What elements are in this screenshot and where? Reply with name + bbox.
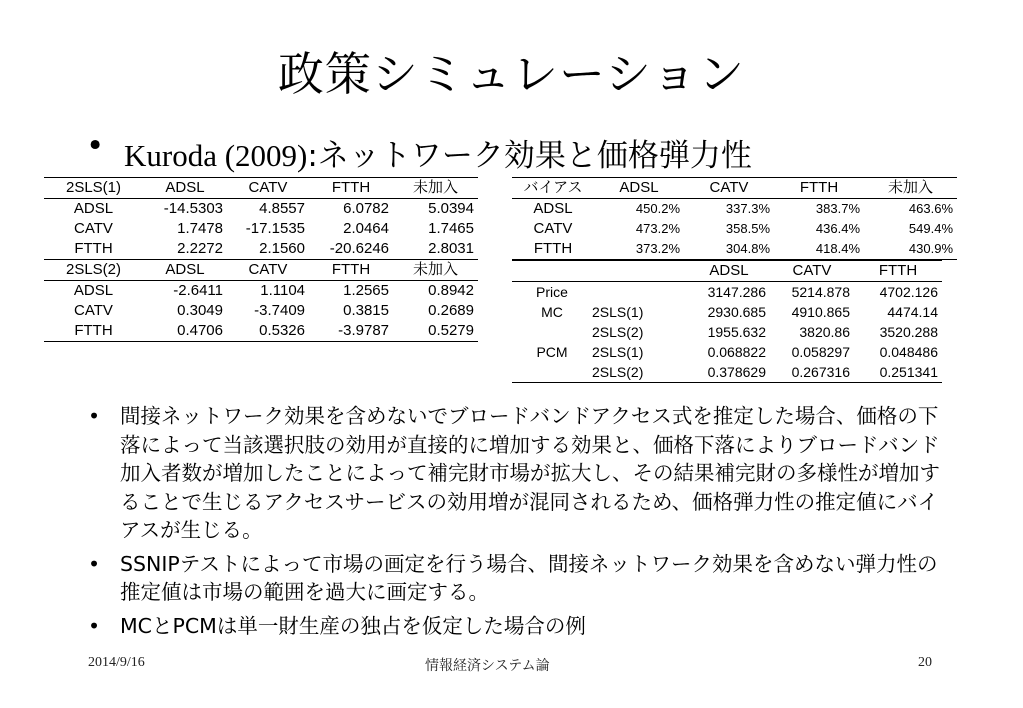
row-label: CATV [74, 220, 113, 237]
table-cell: 383.7% [815, 201, 860, 216]
header-cell: CATV [227, 260, 309, 281]
slide-subtitle [88, 130, 752, 175]
table-cell: 0.267316 [770, 362, 854, 383]
row-label: PCM [536, 344, 568, 360]
list-item [88, 402, 948, 545]
table-cell: 436.4% [815, 221, 860, 236]
table-cell: -20.6246 [329, 240, 389, 257]
bullet-text: SSNIPテストによって市場の画定を行う場合、間接ネットワーク効果を含めない弾力性の推定値は市場の範囲を過大に画定する。 [120, 551, 938, 604]
row-label: ADSL [73, 282, 114, 299]
table-cell: -2.6411 [173, 282, 223, 299]
table-cell: 0.5326 [227, 321, 309, 342]
table-row [44, 281, 478, 302]
header-cell: ADSL [688, 261, 770, 282]
table-cell: 0.2689 [428, 302, 474, 319]
table-cell: -3.9787 [309, 321, 393, 342]
row-label [512, 322, 592, 342]
page-number: 20 [918, 655, 932, 670]
table-row [512, 342, 942, 362]
table-cell: 473.2% [635, 221, 680, 236]
table-cell: 0.4706 [143, 321, 227, 342]
table-cell: 1.7465 [428, 220, 474, 237]
table-cell: 2.8031 [428, 240, 474, 257]
row-label: MC [541, 304, 563, 320]
row-label: FTTH [512, 239, 594, 260]
table-cell: 0.068822 [707, 344, 766, 360]
row-label: CATV [74, 302, 113, 319]
table-row [44, 321, 478, 342]
table-cell: 4.8557 [259, 200, 305, 217]
footer-course-title: 情報経済システム論 [425, 658, 550, 674]
subtitle-author: Kuroda (2009) [124, 138, 308, 173]
header-cell: 未加入 [393, 260, 478, 281]
header-cell: 2SLS(1) [44, 178, 143, 199]
table-cell: 358.5% [725, 221, 770, 236]
table-cell: 1.2565 [343, 282, 389, 299]
row-label: FTTH [74, 240, 113, 257]
table-cell: 3820.86 [799, 324, 850, 340]
header-cell: CATV [770, 261, 854, 282]
table-cell: 4702.126 [879, 284, 938, 300]
table-cell: 373.2% [594, 239, 684, 260]
subtitle-bullet: • [86, 128, 105, 164]
footer-date: 2014/9/16 [88, 655, 145, 670]
row-label: Price [536, 284, 568, 300]
elasticity-table [44, 177, 478, 342]
table-cell: 2.1560 [259, 240, 305, 257]
header-cell: ADSL [143, 178, 227, 199]
header-cell [512, 261, 592, 282]
table-cell: 337.3% [725, 201, 770, 216]
table-cell: 4474.14 [887, 304, 938, 320]
price-mc-pcm-table [512, 260, 942, 383]
header-cell [592, 261, 688, 282]
table-cell: 5214.878 [791, 284, 850, 300]
header-cell: CATV [684, 178, 774, 199]
elasticity-header-row-1 [44, 178, 478, 199]
bullet-list [88, 402, 948, 645]
row-sublabel: 2SLS(2) [592, 362, 688, 383]
row-label: CATV [533, 220, 573, 237]
table-row [512, 362, 942, 383]
table-cell: 463.6% [908, 201, 953, 216]
table-cell: 2930.685 [707, 304, 766, 320]
bullet-text: 間接ネットワーク効果を含めないでブロードバンドアクセス式を推定した場合、価格の下落によって当該選択肢の効用が直接的に増加する効果と、価格下落によりブロードバンド加入者数が増加したことによって補完財市場が拡大し、その結果補完財の多様性が増加することで生じるアクセスサービスの効用増が混同されるため、価格弾力性の推定値にバイアスが生じる。 [120, 404, 940, 542]
row-label: ADSL [73, 200, 114, 217]
table-cell: 2.2272 [177, 240, 223, 257]
table-cell: 6.0782 [343, 200, 389, 217]
list-item [88, 612, 948, 641]
table-cell: 3147.286 [707, 284, 766, 300]
table-row [44, 219, 478, 239]
table-cell: 5.0394 [428, 200, 474, 217]
table-cell: 0.3815 [343, 302, 389, 319]
slide-title: 政策シミュレーション [277, 47, 746, 101]
price-header-row [512, 261, 942, 282]
table-cell: 430.9% [864, 239, 957, 260]
row-sublabel: 2SLS(1) [592, 344, 644, 360]
table-row [44, 239, 478, 260]
elasticity-header-row-2 [44, 260, 478, 281]
table-row [512, 302, 942, 322]
header-cell: CATV [227, 178, 309, 199]
table-row [512, 199, 957, 220]
table-cell: 1.1104 [260, 282, 305, 299]
header-cell: 未加入 [864, 178, 957, 199]
row-label [512, 362, 592, 383]
table-row [512, 219, 957, 239]
header-cell: バイアス [512, 178, 594, 199]
table-cell: 549.4% [908, 221, 953, 236]
header-cell: ADSL [143, 260, 227, 281]
bullet-text: MCとPCMは単一財生産の独占を仮定した場合の例 [120, 613, 586, 638]
table-cell: 0.048486 [879, 344, 938, 360]
bias-header-row [512, 178, 957, 199]
table-row [44, 301, 478, 321]
table-cell: 3520.288 [879, 324, 938, 340]
row-sublabel [592, 282, 688, 303]
table-cell: 1.7478 [177, 220, 223, 237]
table-cell: 418.4% [774, 239, 864, 260]
table-cell: 4910.865 [791, 304, 850, 320]
bullet-marker: • [88, 613, 101, 638]
header-cell: FTTH [309, 260, 393, 281]
table-row [44, 199, 478, 220]
bias-table [512, 177, 957, 260]
table-cell: -3.7409 [254, 302, 305, 319]
table-cell: 450.2% [635, 201, 680, 216]
table-row [512, 322, 942, 342]
table-row [512, 282, 942, 303]
table-cell: 0.378629 [688, 362, 770, 383]
row-sublabel: 2SLS(2) [592, 324, 644, 340]
row-sublabel: 2SLS(1) [592, 304, 644, 320]
table-cell: -14.5303 [163, 200, 223, 217]
table-cell: 304.8% [684, 239, 774, 260]
bullet-marker: • [88, 404, 101, 428]
table-cell: 0.8942 [428, 282, 474, 299]
header-cell: FTTH [774, 178, 864, 199]
bullet-marker: • [88, 551, 101, 576]
header-cell: 2SLS(2) [44, 260, 143, 281]
table-cell: 0.3049 [177, 302, 223, 319]
header-cell: 未加入 [393, 178, 478, 199]
table-cell: 2.0464 [343, 220, 389, 237]
list-item [88, 550, 948, 607]
row-label: FTTH [44, 321, 143, 342]
table-cell: 0.251341 [854, 362, 942, 383]
table-cell: 1955.632 [707, 324, 766, 340]
header-cell: FTTH [309, 178, 393, 199]
table-cell: 0.058297 [791, 344, 850, 360]
subtitle-text: :ネットワーク効果と価格弾力性 [307, 138, 752, 174]
table-cell: 0.5279 [393, 321, 478, 342]
table-cell: -17.1535 [245, 220, 305, 237]
header-cell: ADSL [594, 178, 684, 199]
table-row [512, 239, 957, 260]
header-cell: FTTH [854, 261, 942, 282]
row-label: ADSL [533, 200, 573, 217]
